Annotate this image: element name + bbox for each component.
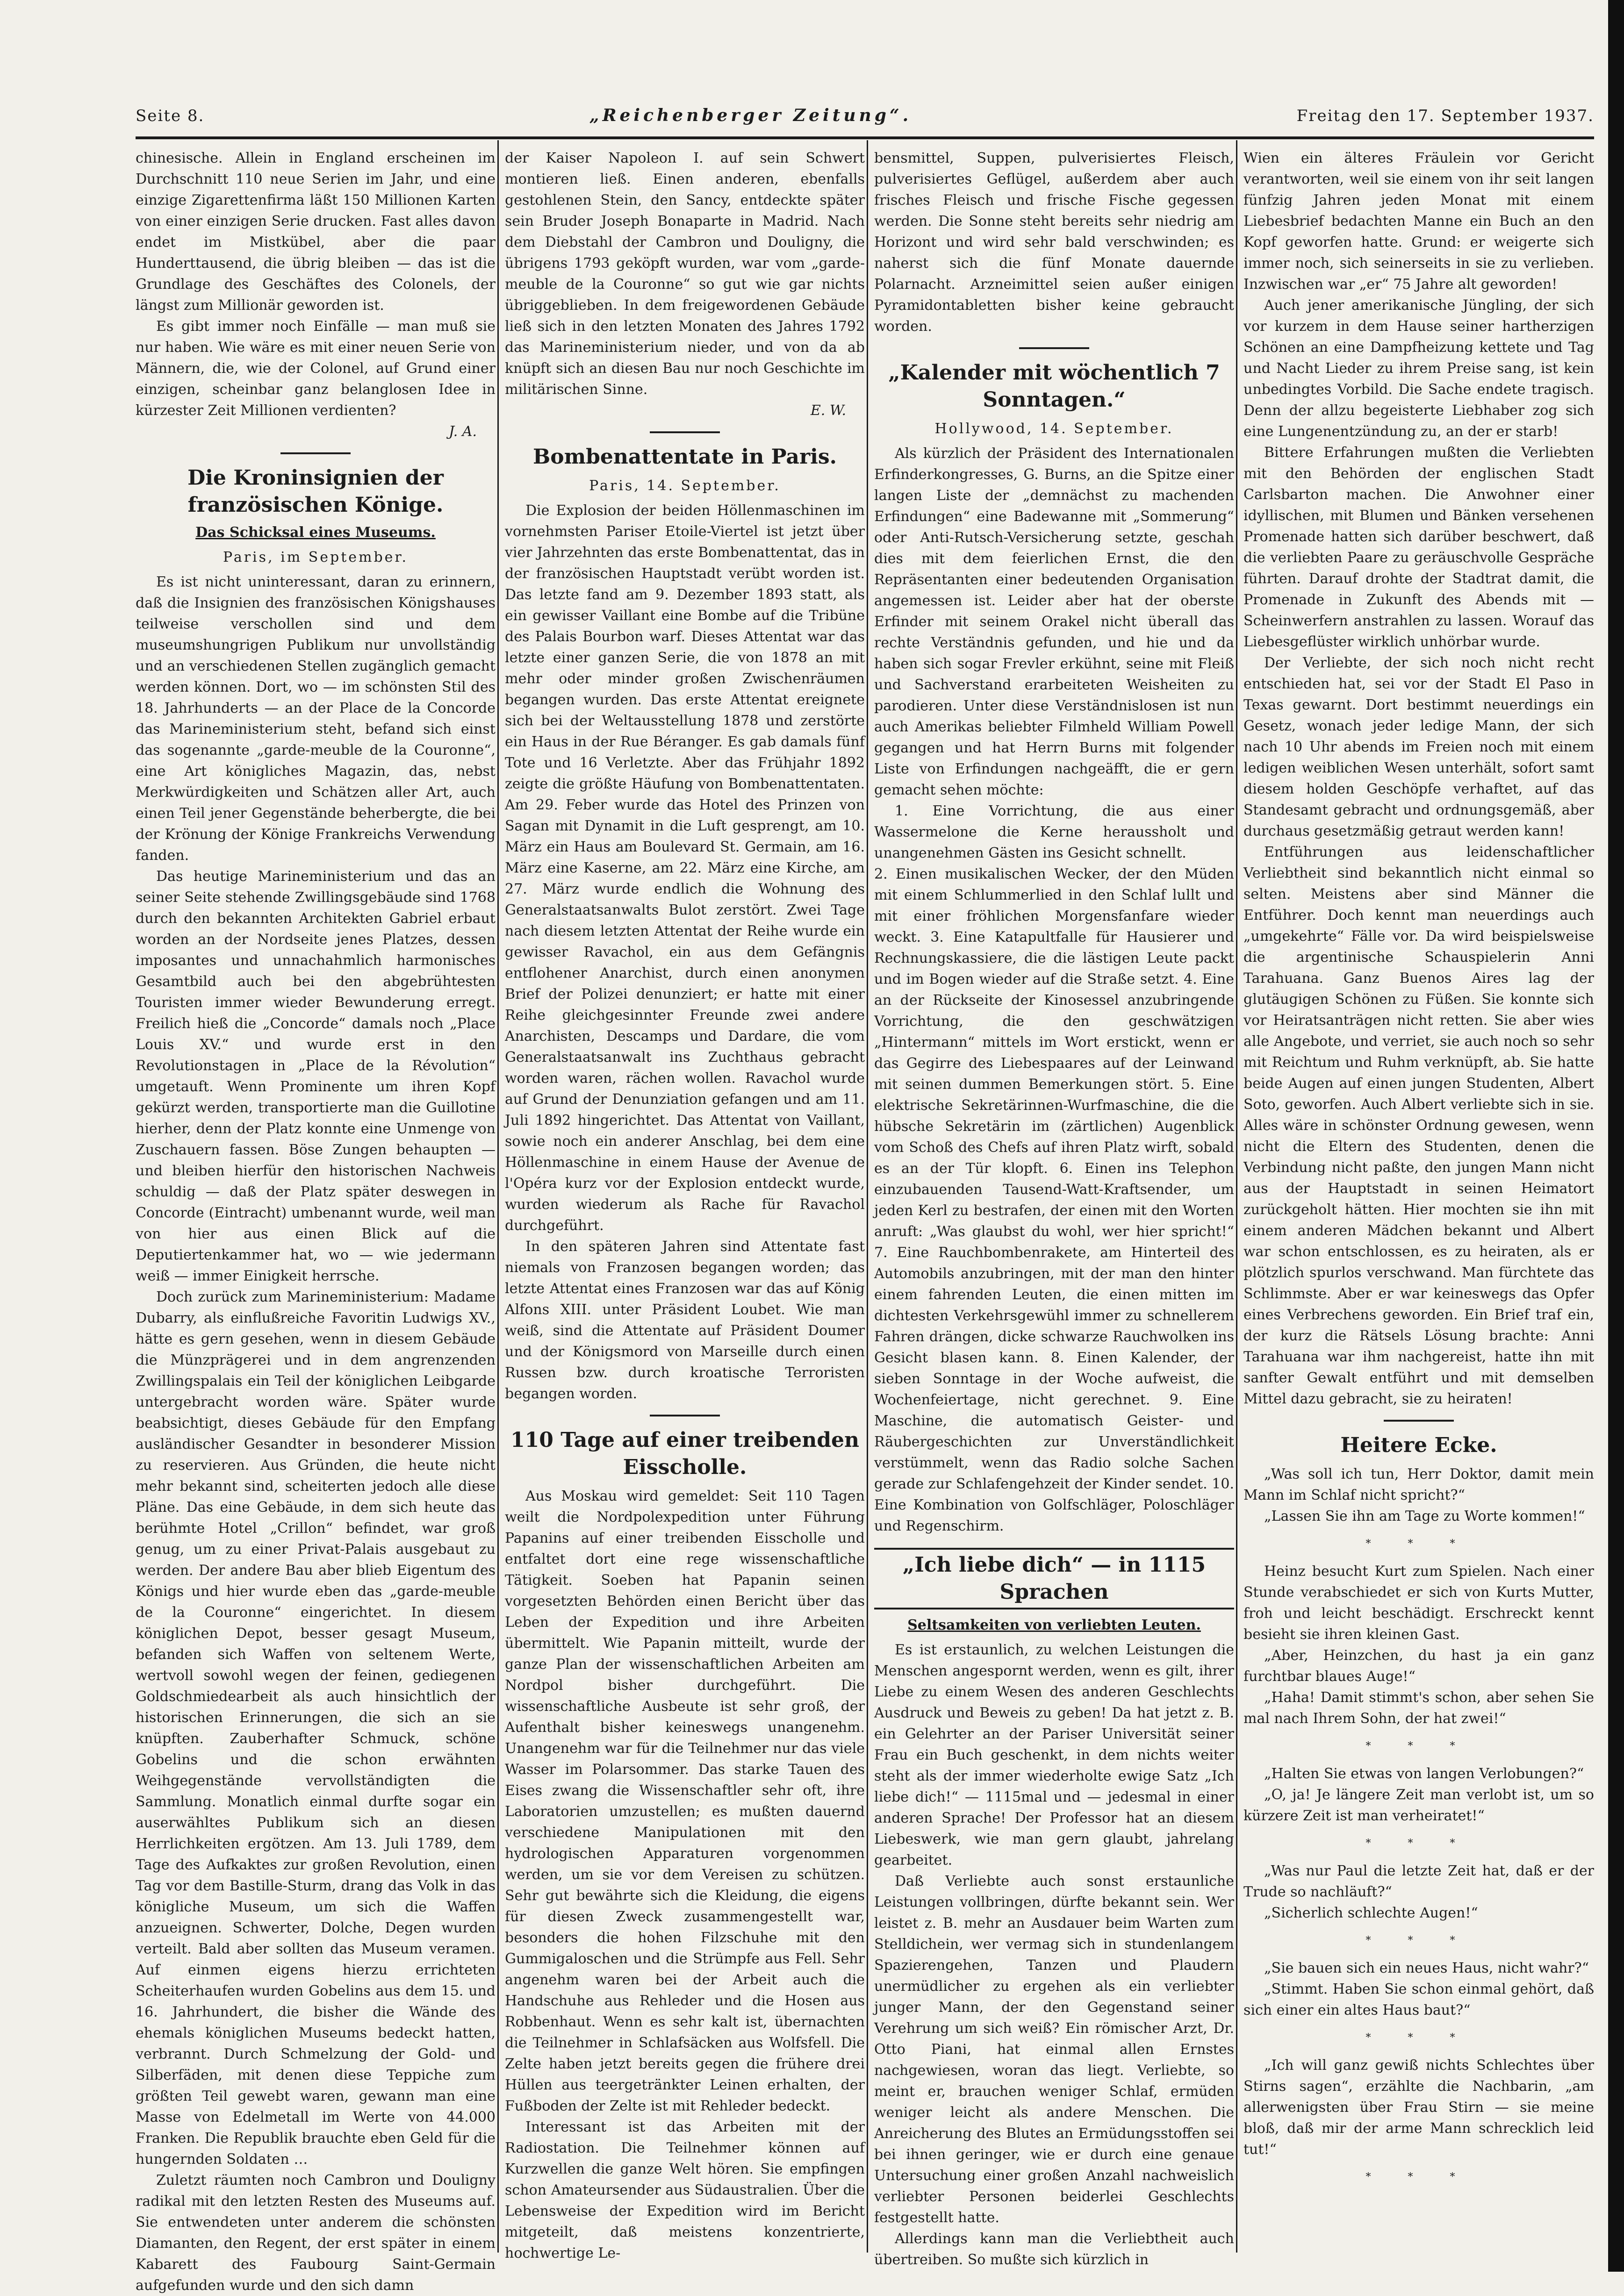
article-text: Der Verliebte, der sich noch nicht recht entschieden hat, sei vor der Stadt El Paso in Texas gewarnt. Dort bestimmt neuerdings ein Gesetz, wonach jeder ledige Mann, der sich nach 10 Uhr abends im Freien noch mit einem ledigen weiblichen Wesen unterhält, sofort samt diesem holden Geschöpfe verhaftet, auf das Standesamt gebracht und ordnungsgemäß, aber durchaus gesetzmäßig getraut werden kann!: [1243, 655, 1594, 839]
invention-list: 1. Eine Vorrichtung, die aus einer Wassermelone die Kerne heraussholt und unangenehmen Gästen ins Gesicht schnellt. 2. Einen musikalischen Wecker, der den Müden mit einem Schlummerlied in den Schlaf lullt und mit einer fröhlichen Morgensfanfare wieder weckt. 3. Eine Katapultfalle für Hausierer und Rechnungskassiere, die die lästigen Leute packt und im Bogen wieder auf die Straße setzt. 4. Eine an der Rückseite der Kinosessel anzubringende Vorrichtung, die den geschwätzigen „Hintermann“ mittels im Wort erstickt, wenn er das Gegirre des Liebespaares auf der Leinwand mit seinen dummen Bemerkungen stört. 5. Eine elektrische Sekretärinnen-Wurfmaschine, die die hübsche Sekretärin im (zärtlichen) Augenblick vom Schoß des Chefs auf ihren Platz wirft, sobald es an der Tür klopft. 6. Einen ins Telephon einzubauenden Tausend-Watt-Kraftsender, um jeden Kerl zu bestrafen, der einen mit den Worten anruft: „Was glaubst du wohl, wer hier spricht!“ 7. Eine Rauchbombenrakete, am Hinterteil des Automobils anzubringen, mit der man den hinter einem fahrenden Leuten, die einen mitten im dichtesten Verkehrsgewühl immer zu schnellerem Fahren drängen, dicke schwarze Rauchwolken ins Gesicht blasen kann. 8. Einen Kalender, der sieben Sonntage in der Woche aufweist, die Wochenfeiertage, nicht gerechnet. 9. Eine Maschine, die automatisch Geister- und Räubergeschichten zur Unverständlichkeit verstümmelt, wenn das Radio solche Sachen gerade zur Schlafengehzeit der Kinder sendet. 10. Eine Kombination von Golfschläger, Poloschläger und Regenschirm.: [874, 803, 1234, 1534]
joke-text: „Sie bauen sich ein neues Haus, nicht wahr?“: [1264, 1960, 1589, 1976]
article-headline: „Kalender mit wöchentlich 7 Sonntagen.“: [888, 361, 1220, 412]
joke-text: „Was nur Paul die letzte Zeit hat, daß er der Trude so nachläuft?“: [1243, 1863, 1594, 1900]
joke-separator: * * *: [1365, 1838, 1472, 1849]
article-subheadline: Seltsamkeiten von verliebten Leuten.: [907, 1617, 1201, 1633]
article-text: Entführungen aus leidenschaftlicher Verliebtheit sind bekanntlich nicht einmal so selten. Meistens aber sind Männer die Entführer. Doch kennt man neuerdings auch „umgekehrte“ Fälle vor. Da wird beispielsweise die argentinische Schauspielerin Anni Tarahuana. Ganz Buenos Aires lag der glutäugigen Schönen zu Füßen. Sie konnte sich vor Heiratsanträgen nicht retten. Sie aber wies alle Angebote, und verriet, sie auch noch so sehr mit Reichtum und Ruhm verknüpft, ab. Sie hatte beide Augen auf einen jungen Studenten, Albert Soto, geworfen. Auch Albert verliebte sich in sie. Alles wäre in schönster Ordnung gewesen, wenn nicht die Eltern des Studenten, denen die Verbindung nicht paßte, den jungen Mann nicht aus der Hauptstadt in seinen Heimatort zurückgeholt hätten. Hier mochten sie ihn mit einem anderen Mädchen bekannt und Albert war schon entschlossen, es zu heiraten, als er plötzlich spurlos verschwand. Man fürchtete das Schlimmste. Aber er war keineswegs das Opfer eines Verbrechens geworden. Ein Brief traf ein, der kurz die Rätsels Lösung brachte: Anni Tarahuana war ihm nachgereist, hatte ihn mit sanfter Gewalt entführt und mit demselben Mittel dazu gebracht, sie zu heiraten!: [1243, 844, 1594, 1407]
article-separator: [1384, 1420, 1454, 1422]
article-text: Allerdings kann man die Verliebtheit auch übertreiben. So mußte sich kürzlich in: [874, 2231, 1234, 2268]
joke-text: „Haha! Damit stimmt's schon, aber sehen Sie mal nach Ihrem Sohn, der hat zwei!“: [1243, 1689, 1594, 1727]
column-4: [1243, 148, 1594, 2241]
joke-text: „Lassen Sie ihn am Tage zu Worte kommen!“: [1264, 1508, 1585, 1524]
article-text: Doch zurück zum Marineministerium: Madame Dubarry, als einflußreiche Favoritin Ludwigs XV., hätte es gern gesehen, wenn in diesem Gebäude die Münzprägerei und in dem angrenzenden Zwillingspalais ein Teil der königlichen Leibgarde untergebracht worden wäre. Später wurde beabsichtigt, dieses Gebäude für den Empfang ausländischer Gesandter in besonderer Mission zu reservieren. Aus Gründen, die heute nicht mehr bekannt sind, scheiterten jedoch alle diese Pläne. Das eine Gebäude, in dem sich heute das berühmte Hotel „Crillon“ befindet, war groß genug, um zu einer Privat-Palais ausgebaut zu werden. Der andere Bau aber blieb Eigentum des Königs und hier wurde eben das „garde-meuble de la Couronne“ eingerichtet. In diesem königlichen Depot, besser gesagt Museum, befanden sich Waffen von seltenem Werte, wertvoll sowohl wegen der feinen, gediegenen Goldschmiedearbeit als auch hinsichtlich der historischen Erinnerungen, die sich an sie knüpften. Zauberhafter Schmuck, schöne Gobelins und die schon erwähnten Weihgegenstände vervollständigten die Sammlung. Monatlich einmal durfte sogar ein auserwähltes Publikum sich an diesen Herrlichkeiten ergötzen. Am 13. Juli 1789, dem Tage des Aufkaktes zur großen Revolution, einen Tag vor dem Bastille-Sturm, drang das Volk in das königliche Museum, um sich die Waffen anzueignen. Schwerter, Dolche, Degen wurden verteilt. Bald aber sollten das Museum veramen. Auf einmen eigens hierzu errichteten Scheiterhaufen wurden Gobelins aus dem 15. und 16. Jahrhundert, die bisher die Wände des ehemals königlichen Museums bedeckt hatten, verbrannt. Durch Schmelzung der Gold- und Silberfäden, mit denen diese Teppiche zum größten Teil gewebt waren, gewann man eine Masse von Edelmetall im Werte von 44.000 Franken. Die Republik brauchte eben Geld für die hungernden Soldaten …: [136, 1289, 496, 2167]
article-headline: Heitere Ecke.: [1340, 1433, 1497, 1457]
article-text: Aus Moskau wird gemeldet: Seit 110 Tagen weilt die Nordpolexpedition unter Führung Papanins auf einer treibenden Eisscholle und entfaltet dort eine rege wissenschaftliche Tätigkeit. Soeben hat Papanin seinen vorgesetzten Behörden einen Bericht über das Leben der Expedition und ihre Arbeiten übermittelt. Wie Papanin mitteilt, wurde der ganze Plan der wissenschaftlichen Arbeiten am Nordpol bisher durchgeführt. Die wissenschaftliche Ausbeute ist sehr groß, der Aufenthalt bisher keineswegs unangenehm. Unangenehm war für die Teilnehmer nur das viele Wasser im Polarsommer. Das starke Tauen des Eises zwang die Wissenschaftler sehr oft, ihre Laboratorien umzustellen; es mußten dauernd verschiedene Manipulationen mit den hydrologischen Apparaturen vorgenommen werden, um sie vor dem Vereisen zu schützen. Sehr gut bewährte sich die Kleidung, die eigens für diesen Zweck zusammengestellt war, besonders die hohen Filzschuhe mit den Gummigaloschen und die Strümpfe aus Fell. Sehr angenehm waren bei der Arbeit auch die Handschuhe aus Rehleder und die Hosen aus Robbenhaut. Wenn es sehr kalt ist, übernachten die Teilnehmer in Schlafsäcken aus Wolfsfell. Die Zelte haben jetzt bereits gegen die frühere drei Hüllen aus teergetränkter Leinen erhalten, der Fußboden der Zelte ist mit Rehleder bedeckt.: [505, 1488, 865, 2114]
article-text: Daß Verliebte auch sonst erstaunliche Leistungen vollbringen, dürfte bekannt sein. Wer leistet z. B. mehr an Ausdauer beim Warten zum Stelldichein, wer vermag sich in stundenlangem Spazierengehen, Tanzen und Plaudern unermüdlicher zu ergehen als ein verliebter junger Mann, der den Gegenstand seiner Verehrung um sich weiß? Ein römischer Arzt, Dr. Otto Piani, hat einmal allen Ernstes nachgewiesen, woran das liegt. Verliebte, so meint er, brauchen weniger Schlaf, ermüden weniger leicht als andere Menschen. Die Anreicherung des Blutes an Ermüdungsstoffen sei bei ihnen geringer, wie er durch eine genaue Untersuchung einer großen Anzahl nachweislich verliebter Personen beiderlei Geschlechts festgestellt hatte.: [874, 1873, 1234, 2226]
column-1: [136, 148, 496, 2294]
joke-separator: * * *: [1365, 1935, 1472, 1946]
article-text: bensmittel, Suppen, pulverisiertes Fleisch, pulverisiertes Geflügel, außerdem aber auch frisches Fleisch und frische Fische gegessen werden. Die Sonne steht bereits sehr niedrig am Horizont und wird sehr bald verschwinden; es naherst sich die fünf Monate dauernde Polarnacht. Arzneimittel seien außer einigen Pyramidontabletten bisher keine gebraucht worden.: [874, 150, 1234, 335]
joke-text: „Sicherlich schlechte Augen!“: [1264, 1905, 1478, 1921]
article-separator: [280, 452, 351, 454]
article-text: Es gibt immer noch Einfälle — man muß sie nur haben. Wie wäre es mit einer neuen Serie von Männern, die, wie der Colonel, auf Grund einer einzigen, scheinbar ganz belanglosen Idee in kürzester Zeit Millionen verdienten?: [136, 318, 496, 419]
newspaper-title: „Reichenberger Zeitung“.: [589, 106, 912, 125]
article-text: Es ist erstaunlich, zu welchen Leistungen die Menschen angespornt werden, wenn es gilt, ihrer Liebe zu einem Wesen des anderen Geschlechts Ausdruck und Beweis zu geben! Da hat jetzt z. B. ein Gelehrter an der Pariser Universität seiner Frau ein Buch geschenkt, in dem nichts weiter steht als der immer wiederholte ewige Satz „Ich liebe dich!“ — 1115mal und — jedesmal in einer anderen Sprache! Der Professor hat an diesem Liebeswerk, wie man gern glaubt, jahrelang gearbeitet.: [874, 1642, 1234, 1868]
article-text: chinesische. Allein in England erscheinen im Durchschnitt 110 neue Serien im Jahr, und eine einzige Zigarettenfirma läßt 150 Millionen Karten von einer einzigen Serie drucken. Fast alles davon endet im Mistkübel, aber die paar Hunderttausend, die übrig bleiben — das ist die Grundlage des Geschäftes des Colonels, der längst zum Millionär geworden ist.: [136, 150, 496, 314]
joke-separator: * * *: [1365, 1740, 1472, 1752]
joke-separator: * * *: [1365, 2032, 1472, 2044]
column-3: [874, 148, 1234, 2268]
article-text: In den späteren Jahren sind Attentate fast niemals von Franzosen begangen worden; das letzte Attentat eines Franzosen war das auf König Alfons XIII. unter Präsident Loubet. Wie man weiß, sind die Attentate auf Präsident Doumer und der Königsmord von Marseille durch einen Russen bzw. durch kroatische Terroristen begangen worden.: [505, 1238, 865, 1402]
article-separator: [650, 431, 720, 433]
joke-text: „Ich will ganz gewiß nichts Schlechtes über Stirns sagen“, erzählte die Nachbarin, „am allerwenigsten über Frau Stirn — sie meine bloß, daß mir der arme Mann schrecklich leid tut!“: [1243, 2057, 1594, 2158]
joke-text: „Aber, Heinzchen, du hast ja ein ganz furchtbar blaues Auge!“: [1243, 1647, 1594, 1685]
joke-text: „Was soll ich tun, Herr Doktor, damit mein Mann im Schlaf nicht spricht?“: [1243, 1466, 1594, 1503]
page-header: [136, 106, 1594, 136]
article-text: Zuletzt räumten noch Cambron und Douligny radikal mit den letzten Resten des Museums auf. Sie entwendeten unter anderem die schönsten Diamanten, den Regent, der erst später in einem Kabarett des Faubourg Saint-Germain aufgefunden wurde und den sich damn: [136, 2172, 496, 2294]
joke-text: „Stimmt. Haben Sie schon einmal gehört, daß sich einer ein altes Haus baut?“: [1243, 1981, 1594, 2018]
article-text: Als kürzlich der Präsident des Internationalen Erfinderkongresses, G. Burns, an die Spitze einer langen Liste der „demnächst zu machenden Erfindungen“ eine Badewanne mit „Sommerung“ oder Anti-Rutsch-Versicherung setzte, geschah dies mit dem feierlichen Ernst, die den Repräsentanten einer bedeutenden Organisation angemessen ist. Leider aber hat der oberste Erfinder mit seinem Orakel nicht überall das rechte Verständnis gefunden, und hie und da haben sich sogar Frevler erkühnt, seine mit Fleiß und Sachverstand erarbeiteten Weisheiten zu parodieren. Unter diese Verständnislosen ist nun auch Amerikas beliebter Filmheld William Powell gegangen und hat Herrn Burns mit folgender Liste von Erfindungen nachgeäfft, die er gern gemacht sehen möchte:: [874, 445, 1234, 798]
joke-separator: * * *: [1365, 2171, 1472, 2183]
page-number: Seite 8.: [136, 107, 205, 125]
article-text: Das heutige Marineministerium und das an seiner Seite stehende Zwillingsgebäude sind 1768 durch den bekannten Architekten Gabriel erbaut worden an der Nordseite jenes Platzes, dessen imposantes und unnachahmlich harmonisches Gesamtbild auch bei den abgebrühtesten Touristen immer wieder Bewunderung erregt. Freilich hieß die „Concorde“ damals noch „Place Louis XV.“ und wurde erst in den Revolutionstagen in „Place de la Révolution“ umgetauft. Wenn Prominente um ihren Kopf gekürzt werden, transportierte man die Guillotine hierher, denn der Platz konnte eine Unmenge von Zuschauern fassen. Böse Zungen behaupten — und bleiben hierfür den historischen Nachweis schuldig — daß der Platz später deswegen in Concorde (Eintracht) umbenannt wurde, weil man von hier aus einen Blick auf die Deputiertenkammer hat, wo — wie jedermann weiß — immer Einigkeit herrsche.: [136, 868, 496, 1284]
joke-separator: * * *: [1365, 1538, 1472, 1550]
joke-text: „Halten Sie etwas von langen Verlobungen?“: [1264, 1766, 1584, 1782]
article-text: der Kaiser Napoleon I. auf sein Schwert montieren ließ. Einen anderen, ebenfalls gestohlenen Stein, den Sancy, entdeckte später sein Bruder Joseph Bonaparte in Madrid. Nach dem Diebstahl der Cambron und Douligny, die übrigens 1793 geköpft wurden, war vom „garde-meuble de la Couronne“ so gut wie gar nichts übriggeblieben. In dem freigewordenen Gebäude ließ sich in den letzten Monaten des Jahres 1792 das Marineministerium nieder, und von da ab knüpft sich an diesen Bau nur noch Geschichte im militärischen Sinne.: [505, 150, 865, 398]
article-text: Interessant ist das Arbeiten mit der Radiostation. Die Teilnehmer können auf Kurzwellen die ganze Welt hören. Sie empfingen schon Amateursender aus Südaustralien. Über die Lebensweise der Expedition wird im Bericht mitgeteilt, daß meistens konzentrierte, hochwertige Le-: [505, 2119, 865, 2261]
column-divider: [867, 140, 868, 2253]
joke-text: „O, ja! Je längere Zeit man verlobt ist, um so kürzere Zeit ist man verheiratet!“: [1243, 1787, 1594, 1824]
joke-text: Heinz besucht Kurt zum Spielen. Nach einer Stunde verabschiedet er sich von Kurts Mutter, froh und leicht beschädigt. Erschreckt kennt besieht sie ihren kleinen Gast.: [1243, 1563, 1594, 1643]
article-dateline: Paris, im September.: [223, 549, 408, 565]
issue-date: Freitag den 17. September 1937.: [1296, 107, 1594, 125]
article-dateline: Paris, 14. September.: [589, 478, 781, 494]
article-text: Wien ein älteres Fräulein vor Gericht verantworten, weil sie einem von ihr seit langen fünfzig Jahren jeden Monat mit einem Liebesbrief bedachten Manne ein Buch an den Kopf geworfen hatte. Grund: er weigerte sich immer noch, sich seinerseits in sie zu verlieben. Inzwischen war „er“ 75 Jahre alt geworden!: [1243, 150, 1594, 293]
column-divider: [497, 140, 499, 2253]
article-dateline: Hollywood, 14. September.: [934, 421, 1174, 437]
author-signature: E. W.: [810, 402, 846, 419]
article-separator: [1019, 347, 1089, 349]
article-text: Es ist nicht uninteressant, daran zu erinnern, daß die Insignien des französischen Königshauses teilweise verschollen sind und dem museumshungrigen Publikum nur unvollständig und an verschiedenen Stellen zugänglich gemacht werden können. Dort, wo — im schönsten Stil des 18. Jahrhunderts — an der Place de la Concorde das Marineministerium steht, befand sich einst das sogenannte „garde-meuble de la Couronne“, eine Art königliches Magazin, das, nebst Merkwürdigkeiten und Schätzen aller Art, auch einen Teil jener Gegenstände beherbergte, die bei der Krönung der Könige Frankreichs Verwendung fanden.: [136, 574, 496, 864]
article-text: Die Explosion der beiden Höllenmaschinen im vornehmsten Pariser Etoile-Viertel ist jetzt über vier Jahrzehnten das erste Bombenattentat, das in der französischen Hauptstadt verübt worden ist. Das letzte fand am 9. Dezember 1893 statt, als ein gewisser Vaillant eine Bombe auf die Tribüne des Palais Bourbon warf. Dieses Attentat war das letzte einer ganzen Serie, die von 1878 an mit mehr oder minder großen Zwischenräumen begangen wurden. Das erste Attentat ereignete sich bei der Weltausstellung 1878 und zerstörte ein Haus in der Rue Béranger. Es gab damals fünf Tote und 16 Verletzte. Aber das Frühjahr 1892 zeigte die größte Häufung von Bombenattentaten. Am 29. Feber wurde das Hotel des Prinzen von Sagan mit Dynamit in die Luft gesprengt, am 10. März ein Haus am Boulevard St. Germain, am 16. März eine Kaserne, am 22. März eine Kirche, am 27. März wurde endlich die Wohnung des Generalstaatsanwalts Bulot zerstört. Zwei Tage nach diesem letzten Attentat der Reihe wurde ein gewisser Ravachol, ein aus dem Gefängnis entflohener Anarchist, durch einen anonymen Brief der Polizei denunziert; er hatte mit einer Reihe gleichgesinnter Freunde zwei andere Anarchisten, Descamps und Dardare, die vom Generalstaatsanwalt ins Zuchthaus gebracht worden waren, rächen wollen. Ravachol wurde auf Grund der Denunziation gefangen und am 11. Juli 1892 hingerichtet. Das Attentat von Vaillant, sowie noch ein anderer Anschlag, bei dem eine Höllenmaschine in einem Hause der Avenue de l'Opéra kurz vor der Explosion entdeckt wurde, wurden wiederum als Rache für Ravachol durchgeführt.: [505, 502, 865, 1234]
header-rule: [136, 136, 1594, 139]
article-headline: „Ich liebe dich“ — in 1115 Sprachen: [874, 1548, 1234, 1609]
article-headline: Die Kroninsignien der französischen Könige.: [187, 466, 444, 517]
scan-edge: [1608, 0, 1624, 2272]
article-text: Auch jener amerikanische Jüngling, der sich vor kurzem in dem Hause seiner hartherzigen Schönen an eine Dampfheizung kettete und Tag und Nacht Lieder zu ihrem Preise sang, ist kein unbedingtes Vorbild. Die Sache endete tragisch. Denn der allzu begeisterte Liebhaber zog sich eine Lungenentzündung zu, an der er starb!: [1243, 297, 1594, 440]
column-2: [505, 148, 865, 2261]
column-divider: [1236, 140, 1237, 2253]
article-headline: 110 Tage auf einer treibenden Eisscholle.: [510, 1428, 859, 1479]
author-signature: J. A.: [449, 423, 477, 440]
article-headline: Bombenattentate in Paris.: [533, 445, 837, 469]
article-subheadline: Das Schicksal eines Museums.: [195, 524, 436, 541]
article-text: Bittere Erfahrungen mußten die Verliebten mit den Behörden der englischen Stadt Carlsbarton machen. Die Anwohner einer idyllischen, mit Blumen und Bänken versehenen Promenade hatten sich darüber beschwert, daß die verliebten Paare zu geräuschvolle Gespräche führten. Darauf drohte der Stadtrat damit, die Promenade in Zukunft des Abends mit — Scheinwerfern anstrahlen zu lassen. Worauf das Liebesgeflüster wirklich unhörbar wurde.: [1243, 444, 1594, 650]
article-separator: [650, 1415, 720, 1416]
